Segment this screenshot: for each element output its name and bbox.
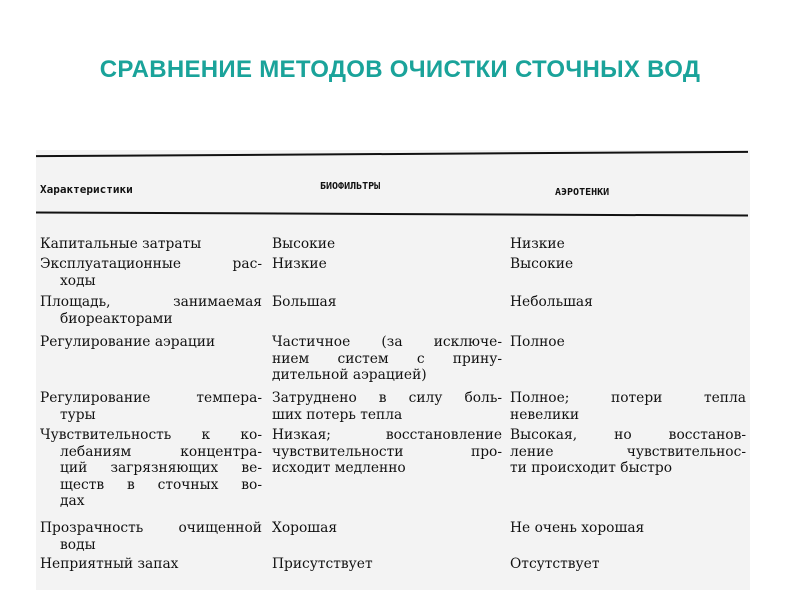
cell-line: воды [60, 536, 96, 553]
cell-line: Частичное (за исключе- [272, 334, 502, 350]
table-cell-r7-c1 [40, 520, 262, 553]
cell-line: ление чувствительнос- [510, 443, 746, 460]
cell-line: туры [60, 406, 96, 423]
cell-line: Полное; потери тепла [510, 390, 746, 406]
table-cell-r6-c3 [510, 427, 746, 477]
table-cell-r8-c2 [272, 556, 502, 573]
cell-line: Низкие [510, 236, 565, 252]
cell-line: Высокие [510, 256, 574, 272]
cell-line: дах [60, 493, 85, 509]
table-cell-r3-c2 [272, 294, 502, 311]
table-cell-r4-c2 [272, 334, 502, 384]
table-cell-r5-c2 [272, 390, 502, 423]
header-characteristics: Характеристики [40, 183, 133, 196]
cell-line: Прозрачность очищенной [40, 520, 262, 536]
table-cell-r4-c1 [40, 334, 262, 351]
cell-line: невелики [510, 406, 580, 423]
page-title: СРАВНЕНИЕ МЕТОДОВ ОЧИСТКИ СТОЧНЫХ ВОД [99, 56, 701, 83]
cell-line: ций загрязняющих ве- [60, 460, 262, 476]
cell-line: биореакторами [60, 310, 173, 327]
cell-line: Площадь, занимаемая [40, 294, 262, 310]
cell-line: Не очень хорошая [510, 520, 645, 536]
cell-line: Отсутствует [510, 556, 600, 572]
cell-line: Низкие [272, 256, 327, 272]
cell-line: ти происходит быстро [510, 460, 673, 476]
table-cell-r6-c1 [40, 427, 262, 510]
cell-line: лебаниям концентра- [60, 443, 262, 460]
cell-line: чувствительности про- [272, 443, 502, 460]
table-cell-r1-c2 [272, 236, 502, 253]
table-cell-r7-c2 [272, 520, 502, 537]
table-cell-r1-c3 [510, 236, 746, 253]
table-cell-r3-c1 [40, 294, 262, 327]
cell-line: нием систем с прину- [272, 350, 502, 367]
cell-line: Большая [272, 294, 337, 310]
cell-line: Низкая; восстановление [272, 427, 502, 443]
header-biofilters: БИОФИЛЬТРЫ [320, 181, 381, 192]
cell-line: Чувствительность к ко- [40, 427, 262, 443]
table-cell-r3-c3 [510, 294, 746, 311]
table-cell-r5-c1 [40, 390, 262, 423]
cell-line: ших потерь тепла [272, 406, 403, 423]
cell-line: Высокая, но восстанов- [510, 427, 746, 443]
table-cell-r2-c3 [510, 256, 746, 273]
cell-line: исходит медленно [272, 460, 406, 476]
table-cell-r6-c2 [272, 427, 502, 477]
cell-line: Регулирование аэрации [40, 334, 216, 350]
table-cell-r5-c3 [510, 390, 746, 423]
table-cell-r7-c3 [510, 520, 746, 537]
cell-line: Полное [510, 334, 565, 350]
table-cell-r8-c3 [510, 556, 746, 573]
cell-line: Хорошая [272, 520, 338, 536]
table-cell-r8-c1 [40, 556, 262, 573]
cell-line: Эксплуатационные рас- [40, 256, 262, 272]
cell-line: Капитальные затраты [40, 236, 202, 252]
cell-line: дительной аэрацией) [272, 367, 427, 383]
table-cell-r1-c1 [40, 236, 262, 253]
cell-line: Неприятный запах [40, 556, 179, 572]
cell-line: Небольшая [510, 294, 593, 310]
table-cell-r4-c3 [510, 334, 746, 351]
table-cell-r2-c1 [40, 256, 262, 289]
header-aerotanks: АЭРОТЕНКИ [555, 187, 610, 198]
cell-line: Регулирование темпера- [40, 390, 262, 406]
cell-line: Высокие [272, 236, 336, 252]
cell-line: Затруднено в силу боль- [272, 390, 502, 406]
cell-line: ществ в сточных во- [60, 476, 262, 493]
cell-line: Присутствует [272, 556, 373, 572]
table-cell-r2-c2 [272, 256, 502, 273]
cell-line: ходы [60, 272, 96, 289]
